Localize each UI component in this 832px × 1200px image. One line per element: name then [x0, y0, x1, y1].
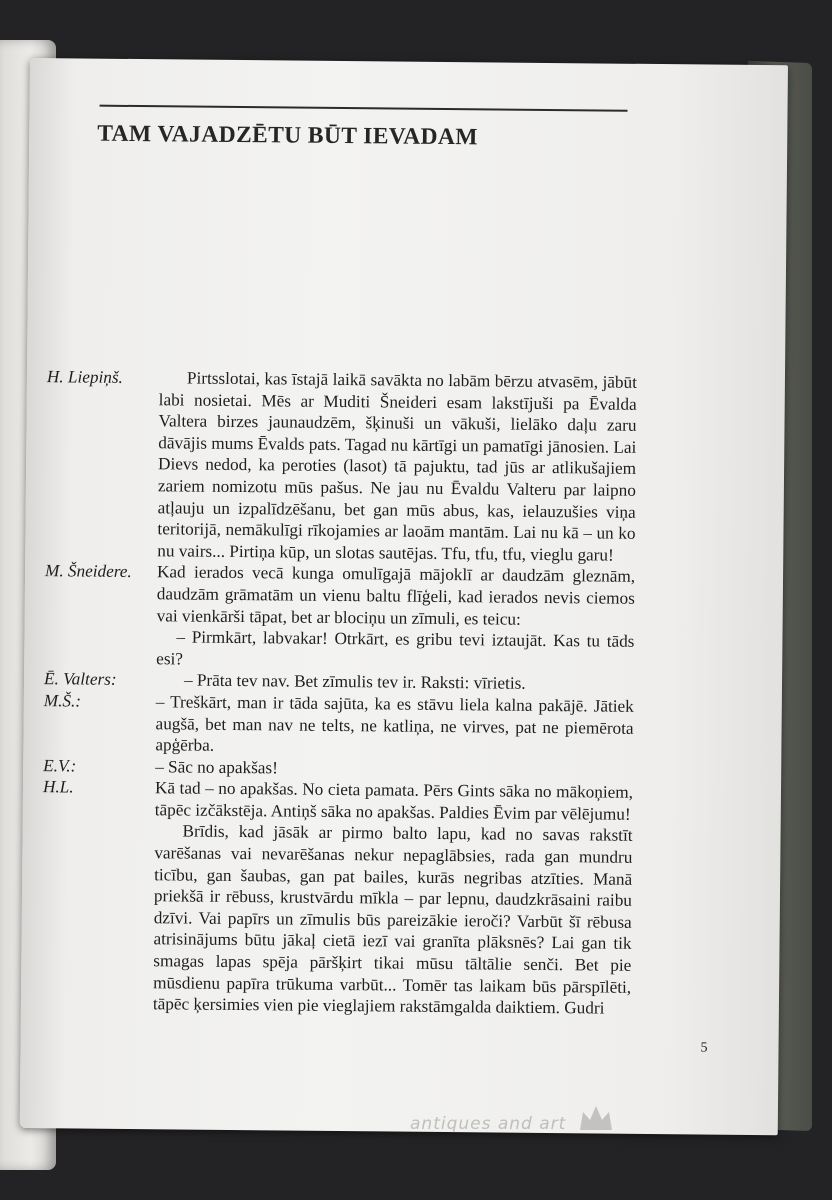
dialogue-entry: [41, 776, 633, 1019]
paragraph: – Pirmkārt, labvakar! Otrkārt, es gribu tevi iztaujāt. Kas tu tāds esi?: [156, 627, 635, 669]
dialogue-body: [41, 366, 637, 1019]
paragraph: Kā tad – no apakšas. No cieta pamata. Pērs Gints sāka no mākoņiem, tāpēc izčākstēja. Antiņš sāka no apakšas. Paldies Ēvim par vēlējumu!: [154, 778, 634, 824]
paragraph: – Prāta tev nav. Bet zīmulis tev ir. Raksti: vīrietis.: [183, 670, 526, 694]
speaker-label: Ē. Valters:: [43, 669, 117, 690]
speaker-label: E.V.:: [43, 755, 77, 776]
title-rule: [100, 105, 628, 112]
speaker-label: M. Šneidere.: [44, 561, 132, 582]
dialogue-entry: [45, 366, 637, 566]
speaker-label: H.L.: [42, 777, 74, 797]
dialogue-entry: [43, 690, 634, 760]
page-number: 5: [700, 1040, 708, 1056]
paragraph: – Sāc no apakšas!: [155, 756, 278, 778]
dialogue-entry: [44, 561, 635, 675]
watermark-text: antiques and art: [410, 1114, 567, 1134]
speaker-label: H. Liepiņš.: [46, 367, 123, 387]
chapter-title: TAM VAJADZĒTU BŪT IEVADAM: [97, 120, 479, 151]
speaker-label: M.Š.:: [43, 691, 82, 711]
book-page: [20, 58, 788, 1135]
paragraph: Pirtsslotai, kas īstajā laikā savākta no labām bērzu atvasēm, jābūt labi nosietai. Mēs ar Muditi Šneideri esam lakstījuši pa Ēvalda Valtera birzes jaunaudzēm, šķinuši un vākuši, lielāko daļu zaru dāvājis mums Ēvalds pats. Tagad nu kārtīgi un pamatīgi jānosien. Lai Dievs nedod, ka peroties (lasot) tā pajuktu, tad jūs ar atlikušajiem zariem nomizotu mūs pašus. Ne jau nu Ēvaldu Valteru par laipno atļauju un izpalīdzēšanu, bet gan mūs abus, kas, ielauzušies viņa teritorijā, nemākulīgi rīkojamies ar laoām mantām. Lai nu kā – un ko nu vairs... Pirtiņa kūp, un slotas sautējas. Tfu, tfu, tfu, vieglu garu!: [157, 368, 638, 565]
paragraph: Kad ierados vecā kunga omulīgajā mājoklī ar daudzām gleznām, daudzām grāmatām un vienu baltu flīģeli, kad ierados nevis ciemos vai vienkārši tāpat, bet ar blociņu un zīmuli, es teicu:: [156, 562, 636, 629]
crown-icon: [578, 1104, 614, 1134]
paragraph: – Treškārt, man ir tāda sajūta, ka es stāvu liela kalna pakājē. Jātiek augšā, bet man nav ne telts, ne katliņa, ne virves, pat ne piemērota apģērba.: [155, 692, 634, 755]
paragraph: Brīdis, kad jāsāk ar pirmo balto lapu, kad no savas rakstīt varēšanas vai nevarēšanas nekur nepaglābsies, rada gan mundru ticību, gan šaubas, gan pat bailes, kurās negribas atzīties. Manā priekšā ir rēbuss, krustvārdu mīkla – par lepnu, daudzkrāsaini raibu dzīvi. Vai papīrs un zīmulis būs pareizākie ieroči? Varbūt šī rēbusa atrisinājums būtu jākaļ cietā iezī vai granīta plāksnēs? Lai gan tik smagas lapas spēja pāršķirt tikai mūsu tāltālie senči. Bet pie mūsdienu papīra trūkuma varbūt... Tomēr tas laikam būs pārspīlēti, tāpēc ķersimies vien pie vieglajiem rakstāmgalda daiktiem. Gudri: [152, 821, 633, 1018]
